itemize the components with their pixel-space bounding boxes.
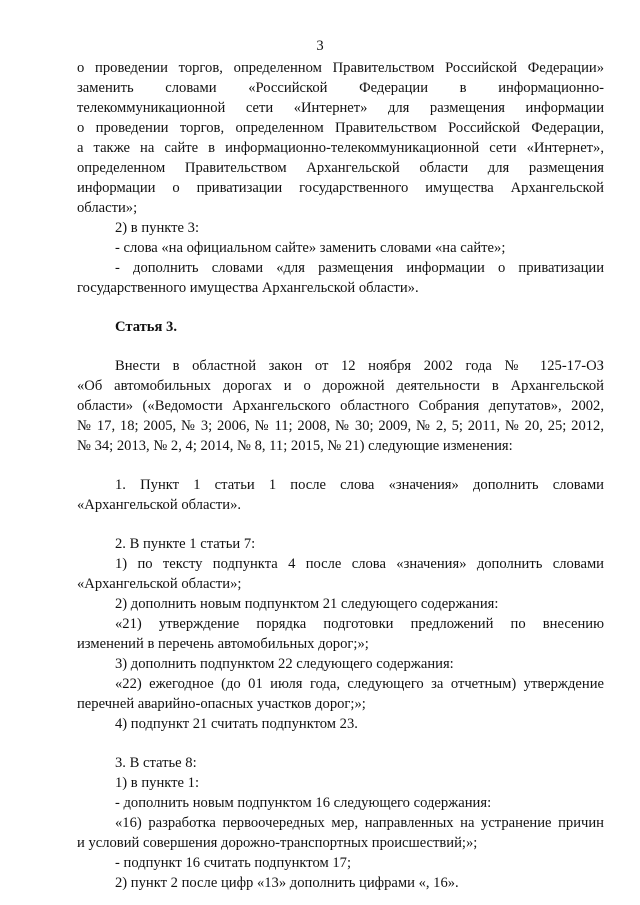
text-line: 1) по тексту подпункта 4 после слова «значения» дополнить словами xyxy=(115,556,604,572)
text-line: - подпункт 16 считать подпунктом 17; xyxy=(115,855,352,871)
text-line: «Архангельской области». xyxy=(77,497,242,513)
text-line: Внести в областной закон от 12 ноября 2002 года № 125-17-ОЗ xyxy=(115,358,604,374)
text-line: 2) пункт 2 после цифр «13» дополнить цифрами «, 16». xyxy=(115,875,459,891)
page-number: 3 xyxy=(316,38,324,54)
paragraph-gap xyxy=(77,734,604,753)
text-line: перечней аварийно-опасных участков дорог;»; xyxy=(77,696,366,712)
text-line: - слова «на официальном сайте» заменить словами «на сайте»; xyxy=(115,240,506,256)
text-line: а также на сайте в информационно-телекоммуникационной сети «Интернет», xyxy=(77,140,604,156)
document-body xyxy=(77,58,604,893)
text-line: 3) дополнить подпунктом 22 следующего содержания: xyxy=(115,656,454,672)
text-line: телекоммуникационной сети «Интернет» для размещения информации xyxy=(77,100,604,116)
paragraph-gap xyxy=(77,456,604,475)
text-line: 2) дополнить новым подпунктом 21 следующего содержания: xyxy=(115,596,499,612)
text-line: - дополнить словами «для размещения информации о приватизации xyxy=(115,260,604,276)
text-line: № 34; 2013, № 2, 4; 2014, № 8, 11; 2015, № 21) следующие изменения: xyxy=(77,438,513,454)
paragraph-gap xyxy=(77,515,604,534)
text-line: изменений в перечень автомобильных дорог;»; xyxy=(77,636,369,652)
text-line: государственного имущества Архангельской области». xyxy=(77,280,419,296)
text-line: № 17, 18; 2005, № 3; 2006, № 11; 2008, № 30; 2009, № 2, 5; 2011, № 20, 25; 2012, xyxy=(77,418,604,434)
text-line: определенном Правительством Архангельской области для размещения xyxy=(77,160,604,176)
text-line: 2) в пункте 3: xyxy=(115,220,200,236)
text-line: области»; xyxy=(77,200,138,216)
text-line: о проведении торгов, определенном Правительством Российской Федерации» xyxy=(77,60,604,76)
text-line: «21) утверждение порядка подготовки предложений по внесению xyxy=(115,616,604,632)
text-line: 2. В пункте 1 статьи 7: xyxy=(115,536,256,552)
text-line: - дополнить новым подпунктом 16 следующего содержания: xyxy=(115,795,492,811)
paragraph-gap xyxy=(77,337,604,356)
text-line: 1. Пункт 1 статьи 1 после слова «значения» дополнить словами xyxy=(115,477,604,493)
text-line: «22) ежегодное (до 01 июля года, следующего за отчетным) утверждение xyxy=(115,676,604,692)
text-line: о проведении торгов, определенном Правительством Российской Федерации, xyxy=(77,120,604,136)
text-line: заменить словами «Российской Федерации в информационно- xyxy=(77,80,604,96)
text-line: «Архангельской области»; xyxy=(77,576,242,592)
text-line: 1) в пункте 1: xyxy=(115,775,200,791)
text-line: 3. В статье 8: xyxy=(115,755,197,771)
text-line: информации о приватизации государственного имущества Архангельской xyxy=(77,180,604,196)
text-line: 4) подпункт 21 считать подпунктом 23. xyxy=(115,716,358,732)
article-heading: Статья 3. xyxy=(115,319,177,335)
text-line: «Об автомобильных дорогах и о дорожной деятельности в Архангельской xyxy=(77,378,604,394)
text-line: и условий совершения дорожно-транспортных происшествий;»; xyxy=(77,835,478,851)
paragraph-gap xyxy=(77,298,604,317)
text-line: области» («Ведомости Архангельского областного Собрания депутатов», 2002, xyxy=(77,398,604,414)
text-line: «16) разработка первоочередных мер, направленных на устранение причин xyxy=(115,815,604,831)
